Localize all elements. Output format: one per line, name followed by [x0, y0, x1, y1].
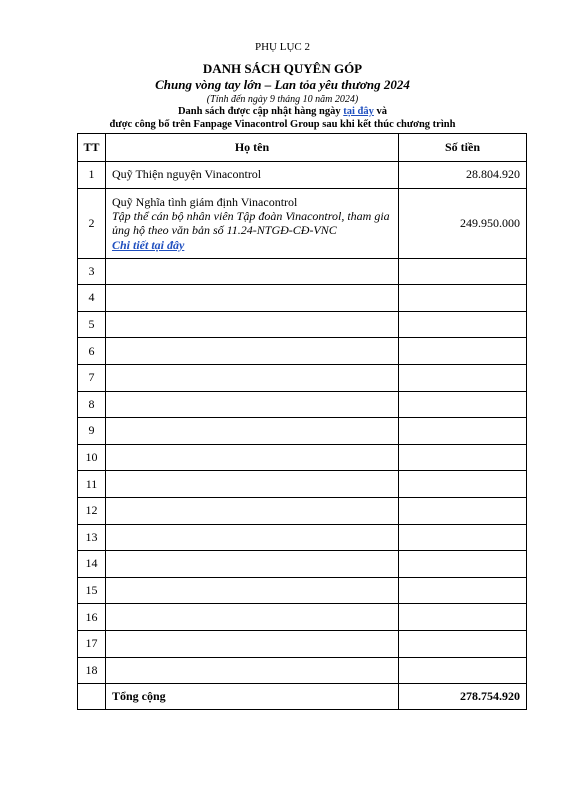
- table-row: [78, 418, 527, 445]
- total-amount: 278.754.920: [399, 684, 527, 710]
- row-number: 6: [78, 338, 106, 365]
- table-row: [78, 577, 527, 604]
- donor-name: Quỹ Thiện nguyện Vinacontrol: [106, 162, 399, 189]
- row-number: 13: [78, 524, 106, 551]
- update-note: [0, 106, 565, 117]
- row-number: 7: [78, 364, 106, 391]
- row-number: 5: [78, 311, 106, 338]
- donor-name-empty: [106, 258, 399, 285]
- table-row: [78, 497, 527, 524]
- donation-amount-empty: [399, 577, 527, 604]
- donor-name: Quỹ Nghĩa tình giám định Vinacontrol: [112, 194, 298, 209]
- donation-amount-empty: [399, 338, 527, 365]
- donor-name-empty: [106, 444, 399, 471]
- row-number: 18: [78, 657, 106, 684]
- donor-name-empty: [106, 551, 399, 578]
- row-number: 10: [78, 444, 106, 471]
- donation-amount-empty: [399, 497, 527, 524]
- row-number: 12: [78, 497, 106, 524]
- donation-table: [77, 133, 527, 710]
- donor-description: Tập thể cán bộ nhân viên Tập đoàn Vinacontrol, tham gia ủng hộ theo văn bản số 11.24-NTGĐ-CĐ-VNC: [112, 208, 390, 237]
- donation-amount-empty: [399, 604, 527, 631]
- table-row: [78, 471, 527, 498]
- donation-amount: 249.950.000: [399, 188, 527, 258]
- donor-name-empty: [106, 338, 399, 365]
- table-row: [78, 604, 527, 631]
- donor-name-empty: [106, 364, 399, 391]
- donation-amount-empty: [399, 311, 527, 338]
- publish-note: được công bố trên Fanpage Vinacontrol Group sau khi kết thúc chương trình: [109, 119, 456, 130]
- column-header-tt: TT: [78, 134, 106, 162]
- donor-name-empty: [106, 497, 399, 524]
- column-header-name: Họ tên: [106, 134, 399, 162]
- donor-name-empty: [106, 577, 399, 604]
- row-number: 2: [78, 188, 106, 258]
- donation-amount-empty: [399, 630, 527, 657]
- table-row: [78, 162, 527, 189]
- donation-amount-empty: [399, 418, 527, 445]
- update-link[interactable]: tại đây: [343, 106, 374, 117]
- row-number: 17: [78, 630, 106, 657]
- donation-amount-empty: [399, 285, 527, 312]
- detail-link[interactable]: Chi tiết tại đây: [112, 237, 185, 252]
- table-row: [78, 258, 527, 285]
- total-empty-cell: [78, 684, 106, 710]
- table-row: [78, 338, 527, 365]
- as-of-date: (Tính đến ngày 9 tháng 10 năm 2024): [206, 94, 359, 105]
- table-row: [78, 364, 527, 391]
- donor-cell: [106, 188, 399, 258]
- donor-name-empty: [106, 418, 399, 445]
- row-number: 15: [78, 577, 106, 604]
- page-title: DANH SÁCH QUYÊN GÓP: [202, 61, 363, 76]
- total-row: [78, 684, 527, 710]
- row-number: 3: [78, 258, 106, 285]
- table-header-row: [78, 134, 527, 162]
- update-note-suffix: và: [376, 106, 388, 117]
- donation-amount-empty: [399, 471, 527, 498]
- donation-amount: 28.804.920: [399, 162, 527, 189]
- donor-name-empty: [106, 391, 399, 418]
- table-row: [78, 630, 527, 657]
- row-number: 14: [78, 551, 106, 578]
- table-row: [78, 311, 527, 338]
- table-row: [78, 285, 527, 312]
- donor-name-empty: [106, 604, 399, 631]
- table-row: [78, 551, 527, 578]
- appendix-label: PHỤ LỤC 2: [254, 41, 310, 53]
- donation-amount-empty: [399, 258, 527, 285]
- row-number: 9: [78, 418, 106, 445]
- donor-name-empty: [106, 285, 399, 312]
- row-number: 16: [78, 604, 106, 631]
- donation-amount-empty: [399, 524, 527, 551]
- total-label: Tổng cộng: [106, 684, 399, 710]
- row-number: 1: [78, 162, 106, 189]
- donor-name-empty: [106, 657, 399, 684]
- table-row: [78, 657, 527, 684]
- table-row: [78, 524, 527, 551]
- donation-amount-empty: [399, 657, 527, 684]
- donor-name-empty: [106, 311, 399, 338]
- donor-name-empty: [106, 524, 399, 551]
- table-row: [78, 188, 527, 258]
- row-number: 11: [78, 471, 106, 498]
- column-header-amount: Số tiền: [399, 134, 527, 162]
- update-note-prefix: Danh sách được cập nhật hàng ngày: [177, 106, 341, 117]
- donation-amount-empty: [399, 444, 527, 471]
- donor-name-empty: [106, 471, 399, 498]
- row-number: 4: [78, 285, 106, 312]
- row-number: 8: [78, 391, 106, 418]
- table-row: [78, 444, 527, 471]
- page-subtitle: Chung vòng tay lớn – Lan tỏa yêu thương 2024: [155, 77, 410, 92]
- donor-name-empty: [106, 630, 399, 657]
- table-row: [78, 391, 527, 418]
- donation-amount-empty: [399, 551, 527, 578]
- donation-amount-empty: [399, 364, 527, 391]
- donation-amount-empty: [399, 391, 527, 418]
